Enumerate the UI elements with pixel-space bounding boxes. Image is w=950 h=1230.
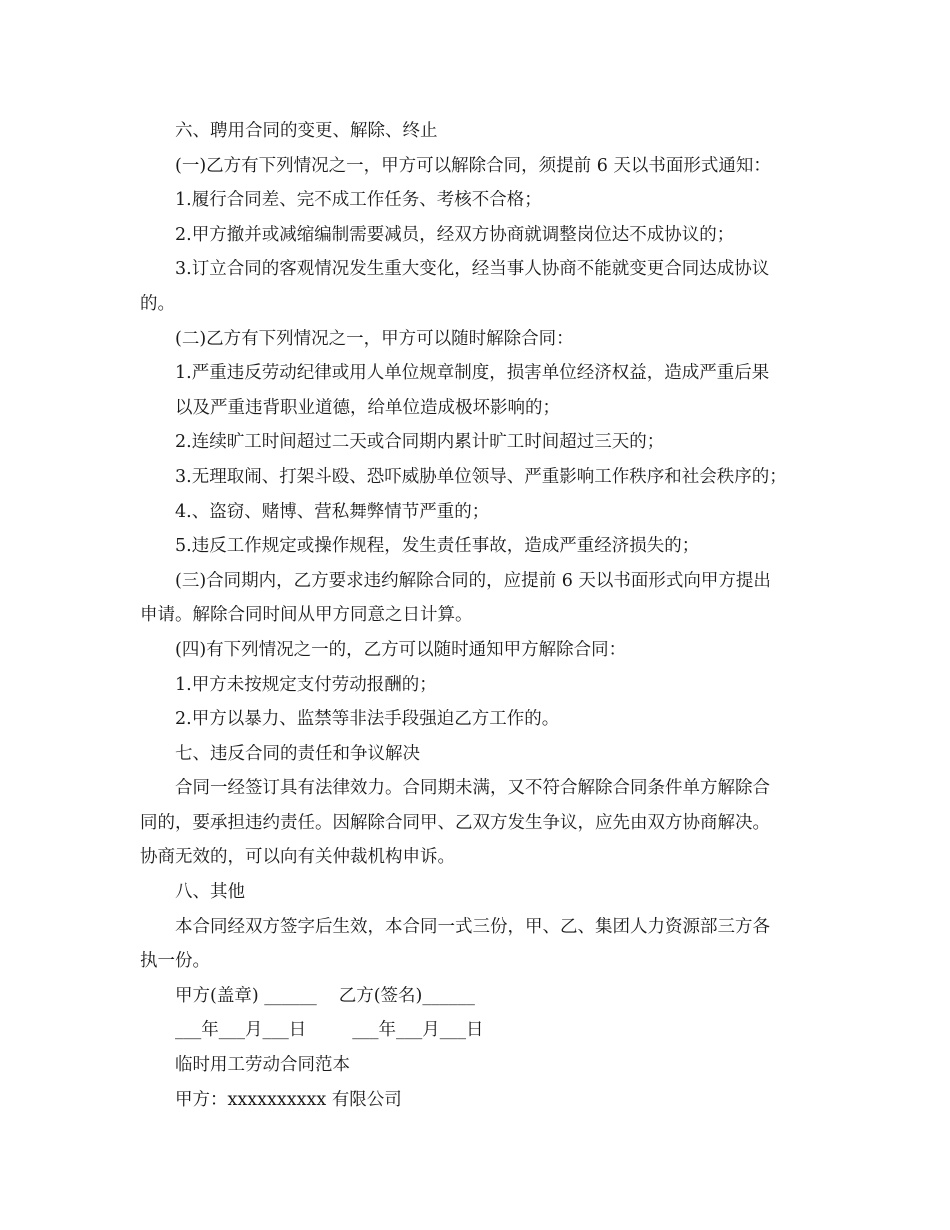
text-line: (四)有下列情况之一的，乙方可以随时通知甲方解除合同：	[175, 639, 627, 660]
text-line: 1.履行合同差、完不成工作任务、考核不合格；	[175, 190, 542, 211]
text-line: 3.无理取闹、打架斗殴、恐吓威胁单位领导、严重影响工作秩序和社会秩序的；	[175, 466, 787, 487]
text-line: (二)乙方有下列情况之一，甲方可以随时解除合同：	[175, 328, 574, 349]
party-b-date: ___年___月___日	[352, 1020, 484, 1041]
text-line: 3.订立合同的客观情况发生重大变化，经当事人协商不能就变更合同达成协议	[175, 259, 770, 280]
text-line: 以及严重违背职业道德，给单位造成极坏影响的；	[175, 397, 560, 418]
text-line: 六、聘用合同的变更、解除、终止	[175, 121, 438, 141]
text-line: 2.甲方撤并或减缩编制需要减员，经双方协商就调整岗位达不成协议的；	[175, 224, 735, 245]
text-line: 七、违反合同的责任和争议解决	[175, 743, 420, 764]
text-line: 协商无效的，可以向有关仲裁机构申诉。	[140, 847, 455, 868]
text-line: 1.严重违反劳动纪律或用人单位规章制度，损害单位经济权益，造成严重后果	[175, 363, 770, 384]
signature-row	[140, 979, 815, 1014]
text-line: 申请。解除合同时间从甲方同意之日计算。	[140, 605, 473, 626]
contract-body	[140, 114, 815, 979]
party-a-date: ___年___月___日	[175, 1020, 307, 1041]
text-line: (三)合同期内，乙方要求违约解除合同的，应提前 6 天以书面形式向甲方提出	[175, 570, 771, 591]
text-line: 1.甲方未按规定支付劳动报酬的；	[175, 674, 437, 695]
party-b-sign: 乙方(签名)______	[338, 985, 475, 1006]
party-a-seal: 甲方(盖章) ______	[175, 985, 317, 1006]
text-line: 4.、盗窃、赌博、营私舞弊情节严重的；	[175, 501, 490, 522]
text-line: 同的，要承担违约责任。因解除合同甲、乙双方发生争议，应先由双方协商解决。	[140, 812, 770, 833]
document-page	[140, 114, 815, 1117]
text-line: 八、其他	[175, 882, 245, 903]
text-line: 本合同经双方签字后生效，本合同一式三份，甲、乙、集团人力资源部三方各	[175, 916, 770, 937]
text-line: 2.连续旷工时间超过二天或合同期内累计旷工时间超过三天的；	[175, 432, 665, 453]
text-line: 执一份。	[140, 951, 210, 972]
text-line: 5.违反工作规定或操作规程，发生责任事故，造成严重经济损失的；	[175, 536, 700, 557]
text-line: (一)乙方有下列情况之一，甲方可以解除合同，须提前 6 天以书面形式通知：	[175, 155, 771, 176]
date-row	[140, 1013, 815, 1048]
next-contract-title: 临时用工劳动合同范本	[175, 1055, 350, 1076]
text-line: 的。	[140, 293, 175, 314]
text-line: 合同一经签订具有法律效力。合同期未满，又不符合解除合同条件单方解除合	[175, 778, 770, 799]
next-party-a: 甲方：xxxxxxxxxx 有限公司	[175, 1089, 402, 1110]
text-line: 2.甲方以暴力、监禁等非法手段强迫乙方工作的。	[175, 709, 560, 730]
